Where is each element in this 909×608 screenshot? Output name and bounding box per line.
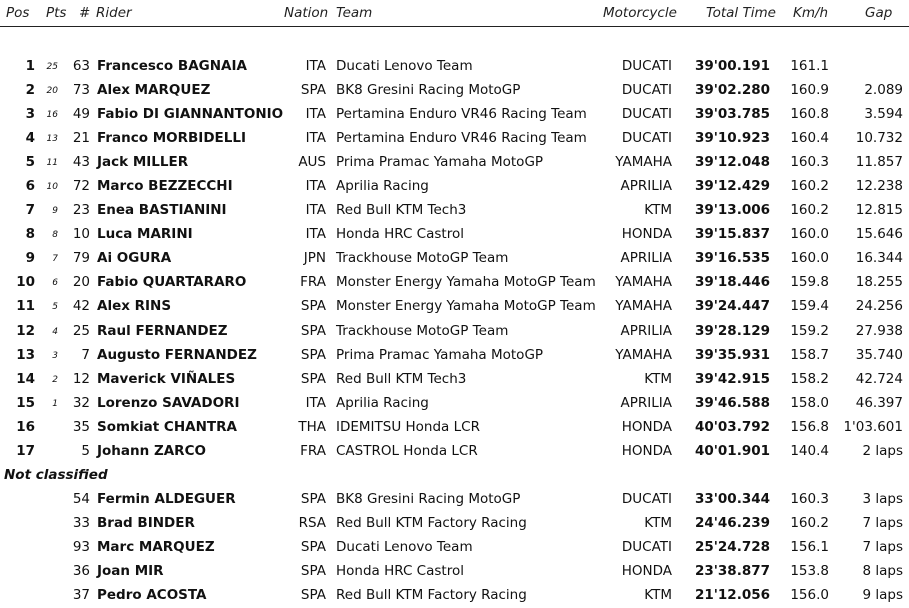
- position-cell: 11: [16, 298, 35, 315]
- header-total-time: Total Time: [706, 5, 776, 21]
- rider-number-cell: 63: [72, 58, 90, 74]
- team-cell: Pertamina Enduro VR46 Racing Team: [336, 106, 587, 123]
- nation-cell: SPA: [300, 82, 326, 99]
- classified-result-row: [0, 79, 909, 103]
- speed-cell: 159.2: [790, 322, 829, 339]
- rider-name-cell: Fermin ALDEGUER: [97, 490, 236, 507]
- nation-cell: SPA: [300, 370, 326, 387]
- motorcycle-cell: YAMAHA: [615, 298, 672, 315]
- nation-cell: SPA: [300, 586, 326, 603]
- motorcycle-cell: HONDA: [621, 418, 672, 435]
- rider-number-cell: 32: [72, 394, 90, 411]
- gap-cell: 2.089: [864, 82, 903, 99]
- header-rider: Rider: [96, 5, 132, 21]
- header-num: #: [79, 5, 91, 21]
- rider-name-cell: Alex RINS: [97, 298, 172, 315]
- rider-number-cell: 25: [72, 322, 90, 339]
- motorcycle-cell: DUCATI: [621, 130, 672, 147]
- team-cell: Monster Energy Yamaha MotoGP Team: [336, 298, 596, 315]
- speed-cell: 156.1: [790, 538, 829, 555]
- classified-result-row: [0, 440, 909, 464]
- position-cell: 9: [25, 250, 35, 267]
- motorcycle-cell: DUCATI: [621, 490, 672, 507]
- motorcycle-cell: APRILIA: [620, 250, 672, 267]
- position-cell: 7: [25, 202, 35, 219]
- rider-name-cell: Francesco BAGNAIA: [97, 58, 247, 74]
- classified-result-row: [0, 223, 909, 247]
- gap-cell: 11.857: [855, 154, 903, 171]
- speed-cell: 160.2: [790, 202, 829, 219]
- nation-cell: THA: [298, 418, 326, 435]
- total-time-cell: 39'46.588: [694, 394, 770, 411]
- gap-cell: 8 laps: [862, 562, 903, 579]
- classified-result-row: [0, 320, 909, 344]
- rider-number-cell: 20: [72, 274, 90, 291]
- rider-name-cell: Brad BINDER: [97, 514, 195, 531]
- points-cell: 6: [52, 278, 58, 289]
- rider-name-cell: Franco MORBIDELLI: [97, 130, 246, 147]
- classified-result-row: [0, 151, 909, 175]
- not-classified-result-row: [0, 536, 909, 560]
- speed-cell: 156.0: [790, 586, 829, 603]
- classified-result-row: [0, 368, 909, 392]
- not-classified-result-row: [0, 488, 909, 512]
- position-cell: 6: [25, 178, 35, 195]
- points-cell: 7: [52, 254, 58, 265]
- rider-name-cell: Maverick VIÑALES: [97, 370, 236, 387]
- position-cell: 2: [25, 82, 35, 99]
- gap-cell: 42.724: [855, 370, 903, 387]
- gap-cell: 1'03.601: [843, 418, 903, 435]
- speed-cell: 160.8: [790, 106, 829, 123]
- rider-name-cell: Marco BEZZECCHI: [97, 178, 233, 195]
- total-time-cell: 39'16.535: [694, 250, 770, 267]
- position-cell: 14: [16, 370, 35, 387]
- header-gap: Gap: [865, 5, 893, 21]
- rider-number-cell: 79: [72, 250, 90, 267]
- total-time-cell: 39'42.915: [694, 370, 770, 387]
- team-cell: IDEMITSU Honda LCR: [336, 418, 480, 435]
- rider-name-cell: Pedro ACOSTA: [97, 586, 207, 603]
- rider-name-cell: Augusto FERNANDEZ: [97, 346, 257, 363]
- nation-cell: ITA: [305, 394, 326, 411]
- points-cell: 13: [46, 134, 58, 145]
- points-cell: 4: [52, 326, 58, 337]
- motorcycle-cell: HONDA: [621, 226, 672, 243]
- gap-cell: 46.397: [855, 394, 903, 411]
- team-cell: BK8 Gresini Racing MotoGP: [336, 490, 521, 507]
- position-cell: 12: [16, 322, 35, 339]
- speed-cell: 158.2: [790, 370, 829, 387]
- rider-name-cell: Lorenzo SAVADORI: [97, 394, 240, 411]
- team-cell: CASTROL Honda LCR: [336, 442, 478, 459]
- rider-number-cell: 37: [72, 586, 90, 603]
- rider-name-cell: Fabio QUARTARARO: [97, 274, 247, 291]
- classified-result-row: [0, 103, 909, 127]
- total-time-cell: 39'02.280: [694, 82, 770, 99]
- team-cell: Pertamina Enduro VR46 Racing Team: [336, 130, 587, 147]
- nation-cell: ITA: [305, 130, 326, 147]
- classified-result-row: [0, 127, 909, 151]
- total-time-cell: 39'10.923: [694, 130, 770, 147]
- position-cell: 1: [25, 58, 35, 74]
- gap-cell: 3 laps: [862, 490, 903, 507]
- team-cell: Ducati Lenovo Team: [336, 538, 473, 555]
- team-cell: Honda HRC Castrol: [336, 562, 464, 579]
- total-time-cell: 23'38.877: [694, 562, 770, 579]
- gap-cell: 10.732: [855, 130, 903, 147]
- motorcycle-cell: KTM: [644, 514, 672, 531]
- rider-number-cell: 23: [72, 202, 90, 219]
- results-table-header: [0, 0, 909, 27]
- points-cell: 2: [52, 374, 58, 385]
- motorcycle-cell: APRILIA: [620, 322, 672, 339]
- total-time-cell: 39'12.048: [694, 154, 770, 171]
- points-cell: 10: [46, 182, 58, 193]
- nation-cell: SPA: [300, 346, 326, 363]
- rider-name-cell: Ai OGURA: [97, 250, 172, 267]
- rider-number-cell: 33: [72, 514, 90, 531]
- rider-name-cell: Marc MARQUEZ: [97, 538, 215, 555]
- header-motorcycle: Motorcycle: [603, 5, 677, 21]
- rider-number-cell: 54: [72, 490, 90, 507]
- header-pos: Pos: [6, 5, 30, 21]
- team-cell: Honda HRC Castrol: [336, 226, 464, 243]
- rider-number-cell: 49: [72, 106, 90, 123]
- nation-cell: RSA: [298, 514, 326, 531]
- gap-cell: 2 laps: [862, 442, 903, 459]
- total-time-cell: 39'18.446: [694, 274, 770, 291]
- gap-cell: 27.938: [855, 322, 903, 339]
- total-time-cell: 39'12.429: [694, 178, 770, 195]
- motorcycle-cell: YAMAHA: [615, 154, 672, 171]
- nation-cell: SPA: [300, 562, 326, 579]
- points-cell: 11: [46, 158, 58, 169]
- not-classified-result-row: [0, 512, 909, 536]
- header-nation: Nation: [284, 5, 329, 21]
- position-cell: 15: [16, 394, 35, 411]
- motorcycle-cell: DUCATI: [621, 82, 672, 99]
- total-time-cell: 39'35.931: [694, 346, 770, 363]
- not-classified-label: Not classified: [4, 466, 108, 483]
- gap-cell: 12.815: [855, 202, 903, 219]
- position-cell: 8: [25, 226, 35, 243]
- team-cell: Red Bull KTM Tech3: [336, 370, 467, 387]
- speed-cell: 160.9: [790, 82, 829, 99]
- points-cell: 20: [46, 86, 58, 97]
- speed-cell: 158.7: [790, 346, 829, 363]
- total-time-cell: 21'12.056: [694, 586, 770, 603]
- points-cell: 16: [46, 110, 58, 121]
- speed-cell: 159.4: [790, 298, 829, 315]
- points-cell: 5: [52, 302, 58, 313]
- points-cell: 25: [46, 62, 58, 72]
- nation-cell: SPA: [300, 538, 326, 555]
- position-cell: 17: [16, 442, 35, 459]
- position-cell: 3: [25, 106, 35, 123]
- speed-cell: 160.3: [790, 490, 829, 507]
- rider-number-cell: 43: [72, 154, 90, 171]
- motorcycle-cell: APRILIA: [620, 178, 672, 195]
- nation-cell: FRA: [300, 274, 326, 291]
- rider-number-cell: 12: [72, 370, 90, 387]
- rider-name-cell: Jack MILLER: [97, 154, 189, 171]
- motorcycle-cell: KTM: [644, 586, 672, 603]
- header-pts: Pts: [46, 5, 67, 21]
- classified-result-row: [0, 199, 909, 223]
- not-classified-result-row: [0, 560, 909, 584]
- total-time-cell: 39'15.837: [694, 226, 770, 243]
- classified-result-row: [0, 271, 909, 295]
- nation-cell: SPA: [300, 490, 326, 507]
- points-cell: 1: [52, 398, 58, 409]
- motorcycle-cell: KTM: [644, 370, 672, 387]
- rider-number-cell: 42: [72, 298, 90, 315]
- motorcycle-cell: DUCATI: [621, 538, 672, 555]
- rider-name-cell: Joan MIR: [97, 562, 164, 579]
- total-time-cell: 40'03.792: [694, 418, 770, 435]
- team-cell: Aprilia Racing: [336, 178, 429, 195]
- speed-cell: 160.0: [790, 226, 829, 243]
- position-cell: 5: [25, 154, 35, 171]
- team-cell: Trackhouse MotoGP Team: [336, 322, 509, 339]
- header-kmh: Km/h: [793, 5, 829, 21]
- classified-result-row: [0, 55, 909, 79]
- rider-name-cell: Fabio DI GIANNANTONIO: [97, 106, 284, 123]
- speed-cell: 160.3: [790, 154, 829, 171]
- gap-cell: 7 laps: [862, 538, 903, 555]
- nation-cell: ITA: [305, 226, 326, 243]
- motorcycle-cell: YAMAHA: [615, 274, 672, 291]
- not-classified-section-heading: [0, 464, 909, 488]
- nation-cell: JPN: [303, 250, 326, 267]
- rider-number-cell: 35: [72, 418, 90, 435]
- rider-number-cell: 93: [72, 538, 90, 555]
- speed-cell: 158.0: [790, 394, 829, 411]
- gap-cell: 18.255: [855, 274, 903, 291]
- motorcycle-cell: YAMAHA: [615, 346, 672, 363]
- rider-name-cell: Somkiat CHANTRA: [97, 418, 237, 435]
- team-cell: BK8 Gresini Racing MotoGP: [336, 82, 521, 99]
- gap-cell: 7 laps: [862, 514, 903, 531]
- gap-cell: 35.740: [855, 346, 903, 363]
- gap-cell: 9 laps: [862, 586, 903, 603]
- gap-cell: 3.594: [864, 106, 903, 123]
- rider-name-cell: Johann ZARCO: [97, 442, 206, 459]
- position-cell: 16: [16, 418, 35, 435]
- nation-cell: SPA: [300, 298, 326, 315]
- team-cell: Red Bull KTM Tech3: [336, 202, 467, 219]
- not-classified-result-row: [0, 584, 909, 608]
- nation-cell: ITA: [305, 178, 326, 195]
- nation-cell: ITA: [305, 58, 326, 74]
- total-time-cell: 39'03.785: [694, 106, 770, 123]
- total-time-cell: 33'00.344: [694, 490, 770, 507]
- nation-cell: ITA: [305, 106, 326, 123]
- team-cell: Aprilia Racing: [336, 394, 429, 411]
- rider-number-cell: 21: [72, 130, 90, 147]
- gap-cell: 15.646: [855, 226, 903, 243]
- nation-cell: ITA: [305, 202, 326, 219]
- total-time-cell: 24'46.239: [694, 514, 770, 531]
- rider-number-cell: 36: [72, 562, 90, 579]
- nation-cell: SPA: [300, 322, 326, 339]
- rider-number-cell: 5: [81, 442, 90, 459]
- position-cell: 4: [25, 130, 35, 147]
- classified-result-row: [0, 344, 909, 368]
- classified-result-row: [0, 392, 909, 416]
- classified-result-row: [0, 416, 909, 440]
- team-cell: Monster Energy Yamaha MotoGP Team: [336, 274, 596, 291]
- speed-cell: 161.1: [790, 58, 829, 74]
- total-time-cell: 39'13.006: [694, 202, 770, 219]
- header-team: Team: [336, 5, 373, 21]
- speed-cell: 140.4: [790, 442, 829, 459]
- gap-cell: 16.344: [855, 250, 903, 267]
- rider-number-cell: 73: [72, 82, 90, 99]
- position-cell: 10: [16, 274, 35, 291]
- rider-name-cell: Enea BASTIANINI: [97, 202, 227, 219]
- rider-name-cell: Raul FERNANDEZ: [97, 322, 228, 339]
- rider-name-cell: Luca MARINI: [97, 226, 193, 243]
- classified-result-row: [0, 247, 909, 271]
- speed-cell: 153.8: [790, 562, 829, 579]
- rider-number-cell: 72: [72, 178, 90, 195]
- total-time-cell: 40'01.901: [694, 442, 770, 459]
- rider-name-cell: Alex MARQUEZ: [97, 82, 211, 99]
- total-time-cell: 39'00.191: [694, 58, 770, 74]
- speed-cell: 159.8: [790, 274, 829, 291]
- team-cell: Red Bull KTM Factory Racing: [336, 586, 527, 603]
- motorcycle-cell: HONDA: [621, 562, 672, 579]
- total-time-cell: 39'28.129: [694, 322, 770, 339]
- points-cell: 8: [52, 230, 58, 241]
- classified-result-row: [0, 295, 909, 319]
- nation-cell: FRA: [300, 442, 326, 459]
- motorcycle-cell: DUCATI: [621, 58, 672, 74]
- total-time-cell: 39'24.447: [694, 298, 770, 315]
- team-cell: Trackhouse MotoGP Team: [336, 250, 509, 267]
- total-time-cell: 25'24.728: [694, 538, 770, 555]
- speed-cell: 160.0: [790, 250, 829, 267]
- team-cell: Prima Pramac Yamaha MotoGP: [336, 154, 544, 171]
- rider-number-cell: 7: [81, 346, 90, 363]
- team-cell: Red Bull KTM Factory Racing: [336, 514, 527, 531]
- nation-cell: AUS: [298, 154, 326, 171]
- team-cell: Ducati Lenovo Team: [336, 58, 473, 74]
- rider-number-cell: 10: [72, 226, 90, 243]
- classified-result-row: [0, 175, 909, 199]
- motorcycle-cell: DUCATI: [621, 106, 672, 123]
- speed-cell: 160.2: [790, 178, 829, 195]
- points-cell: 9: [52, 206, 58, 217]
- position-cell: 13: [16, 346, 35, 363]
- gap-cell: 12.238: [855, 178, 903, 195]
- gap-cell: 24.256: [855, 298, 903, 315]
- results-table-body: [0, 55, 909, 608]
- motorcycle-cell: HONDA: [621, 442, 672, 459]
- motorcycle-cell: KTM: [644, 202, 672, 219]
- team-cell: Prima Pramac Yamaha MotoGP: [336, 346, 544, 363]
- motorcycle-cell: APRILIA: [620, 394, 672, 411]
- points-cell: 3: [52, 350, 58, 361]
- speed-cell: 156.8: [790, 418, 829, 435]
- speed-cell: 160.2: [790, 514, 829, 531]
- speed-cell: 160.4: [790, 130, 829, 147]
